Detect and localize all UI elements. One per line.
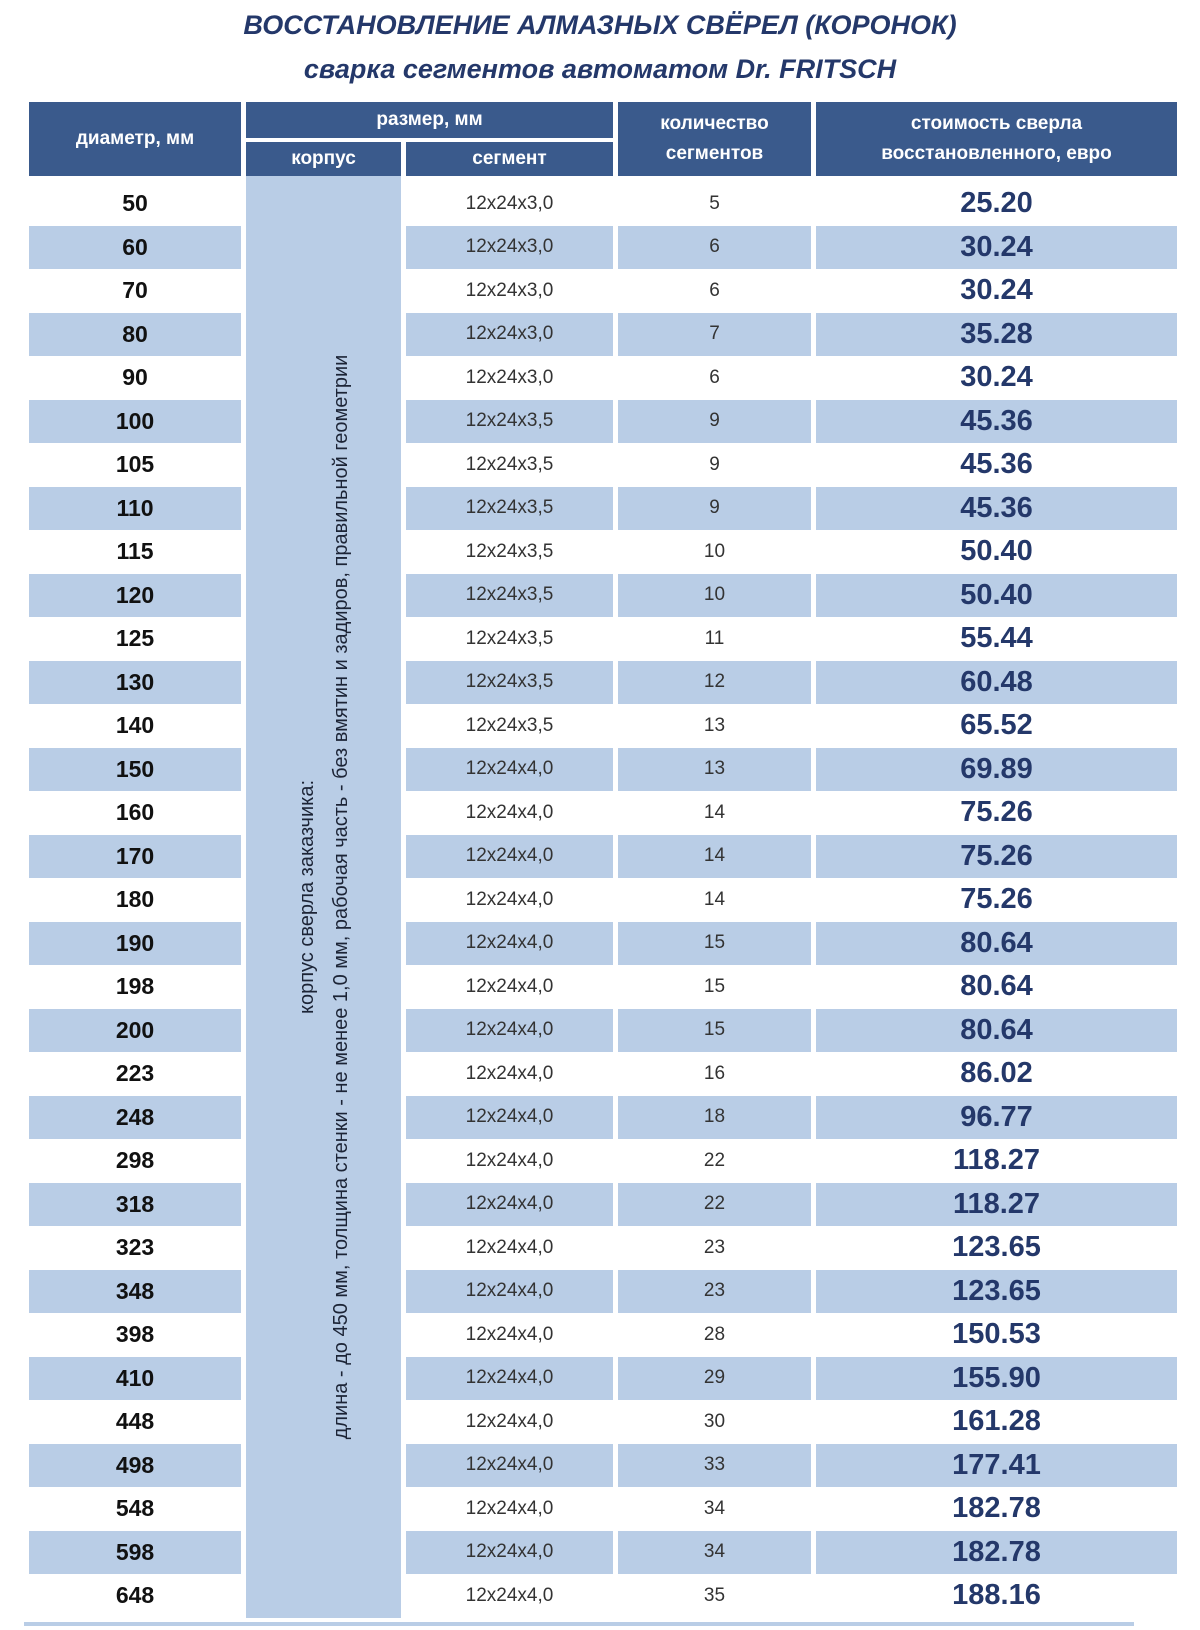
cell-segment: 12x24x4,0 <box>406 1226 613 1270</box>
cell-diameter: 100 <box>29 400 241 444</box>
cell-count: 12 <box>618 661 811 705</box>
cell-diameter: 318 <box>29 1183 241 1227</box>
cell-price: 80.64 <box>816 922 1177 966</box>
cell-segment: 12x24x3,5 <box>406 487 613 531</box>
cell-segment: 12x24x4,0 <box>406 1357 613 1401</box>
cell-count: 13 <box>618 748 811 792</box>
cell-price: 96.77 <box>816 1096 1177 1140</box>
cell-count: 23 <box>618 1270 811 1314</box>
cell-segment: 12x24x3,0 <box>406 226 613 270</box>
header-body: корпус <box>246 142 401 176</box>
cell-price: 188.16 <box>816 1574 1177 1618</box>
cell-count: 6 <box>618 226 811 270</box>
body-note-line-1: корпус сверла заказчика: <box>295 779 318 1014</box>
table-row <box>29 1357 1177 1401</box>
cell-price: 30.24 <box>816 356 1177 400</box>
cell-price: 65.52 <box>816 704 1177 748</box>
table-row <box>29 313 1177 357</box>
cell-diameter: 125 <box>29 617 241 661</box>
cell-segment: 12x24x4,0 <box>406 1052 613 1096</box>
table-row <box>29 176 1177 226</box>
cell-count: 9 <box>618 400 811 444</box>
cell-price: 182.78 <box>816 1531 1177 1575</box>
cell-price: 118.27 <box>816 1183 1177 1227</box>
table-row <box>29 1096 1177 1140</box>
cell-price: 69.89 <box>816 748 1177 792</box>
cell-diameter: 323 <box>29 1226 241 1270</box>
cell-price: 25.20 <box>816 176 1177 226</box>
cell-diameter: 115 <box>29 530 241 574</box>
table-row <box>29 226 1177 270</box>
cell-segment: 12x24x4,0 <box>406 922 613 966</box>
cell-segment: 12x24x4,0 <box>406 835 613 879</box>
cell-price: 75.26 <box>816 835 1177 879</box>
table-row <box>29 1183 1177 1227</box>
cell-count: 35 <box>618 1574 811 1618</box>
cell-count: 16 <box>618 1052 811 1096</box>
cell-price: 155.90 <box>816 1357 1177 1401</box>
cell-segment: 12x24x4,0 <box>406 791 613 835</box>
cell-segment: 12x24x3,0 <box>406 356 613 400</box>
cell-count: 18 <box>618 1096 811 1140</box>
header-size: размер, мм <box>246 102 613 142</box>
cell-count: 6 <box>618 356 811 400</box>
table-row <box>29 922 1177 966</box>
cell-diameter: 150 <box>29 748 241 792</box>
cell-price: 50.40 <box>816 530 1177 574</box>
cell-price: 177.41 <box>816 1444 1177 1488</box>
cell-segment: 12x24x4,0 <box>406 1574 613 1618</box>
cell-count: 14 <box>618 791 811 835</box>
cell-price: 118.27 <box>816 1139 1177 1183</box>
cell-count: 9 <box>618 443 811 487</box>
cell-diameter: 198 <box>29 965 241 1009</box>
cell-segment: 12x24x4,0 <box>406 1270 613 1314</box>
cell-diameter: 180 <box>29 878 241 922</box>
cell-diameter: 60 <box>29 226 241 270</box>
cell-count: 29 <box>618 1357 811 1401</box>
table-row <box>29 1400 1177 1444</box>
cell-segment: 12x24x4,0 <box>406 1400 613 1444</box>
cell-count: 33 <box>618 1444 811 1488</box>
table-row <box>29 1574 1177 1618</box>
cell-count: 22 <box>618 1139 811 1183</box>
cell-diameter: 110 <box>29 487 241 531</box>
cell-price: 30.24 <box>816 269 1177 313</box>
cell-segment: 12x24x4,0 <box>406 1096 613 1140</box>
title-line-1: ВОССТАНОВЛЕНИЕ АЛМАЗНЫХ СВЁРЕЛ (КОРОНОК) <box>243 10 957 40</box>
cell-count: 6 <box>618 269 811 313</box>
table-row <box>29 400 1177 444</box>
cell-diameter: 80 <box>29 313 241 357</box>
cell-diameter: 70 <box>29 269 241 313</box>
cell-segment: 12x24x3,5 <box>406 400 613 444</box>
cell-segment: 12x24x3,0 <box>406 176 613 226</box>
cell-diameter: 120 <box>29 574 241 618</box>
cell-count: 14 <box>618 878 811 922</box>
cell-count: 23 <box>618 1226 811 1270</box>
table-row <box>29 1009 1177 1053</box>
cell-segment: 12x24x3,5 <box>406 443 613 487</box>
body-note-line-2: длина - до 450 мм, толщина стенки - не менее 1,0 мм, рабочая часть - без вмятин и задиров, правильной геометрии <box>329 354 352 1440</box>
price-table <box>24 102 1182 1618</box>
cell-segment: 12x24x3,0 <box>406 269 613 313</box>
cell-segment: 12x24x4,0 <box>406 878 613 922</box>
cell-price: 182.78 <box>816 1487 1177 1531</box>
table-body <box>29 176 1177 1618</box>
cell-diameter: 498 <box>29 1444 241 1488</box>
cell-diameter: 298 <box>29 1139 241 1183</box>
cell-segment: 12x24x4,0 <box>406 1183 613 1227</box>
table-row <box>29 269 1177 313</box>
cell-diameter: 348 <box>29 1270 241 1314</box>
cell-diameter: 90 <box>29 356 241 400</box>
cell-price: 30.24 <box>816 226 1177 270</box>
header-diameter: диаметр, мм <box>29 102 241 176</box>
header-count: количество сегментов <box>618 102 811 176</box>
cell-segment: 12x24x4,0 <box>406 1313 613 1357</box>
cell-count: 15 <box>618 965 811 1009</box>
table-row <box>29 487 1177 531</box>
header-segment: сегмент <box>406 142 613 176</box>
cell-diameter: 448 <box>29 1400 241 1444</box>
table-row <box>29 530 1177 574</box>
cell-segment: 12x24x4,0 <box>406 1487 613 1531</box>
cell-diameter: 170 <box>29 835 241 879</box>
table-row <box>29 1139 1177 1183</box>
cell-segment: 12x24x3,5 <box>406 617 613 661</box>
table-row <box>29 1226 1177 1270</box>
table-row <box>29 1444 1177 1488</box>
table-row <box>29 1313 1177 1357</box>
cell-price: 50.40 <box>816 574 1177 618</box>
table-row <box>29 791 1177 835</box>
body-note <box>290 252 358 1542</box>
cell-diameter: 648 <box>29 1574 241 1618</box>
cell-diameter: 248 <box>29 1096 241 1140</box>
cell-diameter: 190 <box>29 922 241 966</box>
table-row <box>29 1487 1177 1531</box>
cell-diameter: 548 <box>29 1487 241 1531</box>
cell-diameter: 410 <box>29 1357 241 1401</box>
cell-segment: 12x24x4,0 <box>406 1444 613 1488</box>
table-row <box>29 835 1177 879</box>
cell-diameter: 105 <box>29 443 241 487</box>
cell-price: 45.36 <box>816 443 1177 487</box>
cell-count: 13 <box>618 704 811 748</box>
table-row <box>29 1531 1177 1575</box>
table-row <box>29 748 1177 792</box>
cell-segment: 12x24x3,5 <box>406 574 613 618</box>
cell-segment: 12x24x4,0 <box>406 965 613 1009</box>
cell-segment: 12x24x3,5 <box>406 704 613 748</box>
cell-diameter: 140 <box>29 704 241 748</box>
table-row <box>29 661 1177 705</box>
cell-price: 55.44 <box>816 617 1177 661</box>
cell-count: 15 <box>618 922 811 966</box>
cell-count: 9 <box>618 487 811 531</box>
cell-price: 123.65 <box>816 1270 1177 1314</box>
cell-price: 80.64 <box>816 1009 1177 1053</box>
cell-segment: 12x24x3,0 <box>406 313 613 357</box>
cell-count: 11 <box>618 617 811 661</box>
table-row <box>29 443 1177 487</box>
cell-count: 15 <box>618 1009 811 1053</box>
cell-diameter: 223 <box>29 1052 241 1096</box>
cell-segment: 12x24x4,0 <box>406 1139 613 1183</box>
table-row <box>29 704 1177 748</box>
cell-price: 35.28 <box>816 313 1177 357</box>
cell-price: 150.53 <box>816 1313 1177 1357</box>
cell-price: 80.64 <box>816 965 1177 1009</box>
cell-price: 60.48 <box>816 661 1177 705</box>
table-row <box>29 965 1177 1009</box>
bottom-divider <box>24 1622 1134 1626</box>
cell-count: 5 <box>618 176 811 226</box>
cell-diameter: 398 <box>29 1313 241 1357</box>
cell-segment: 12x24x3,5 <box>406 661 613 705</box>
cell-count: 22 <box>618 1183 811 1227</box>
cell-count: 28 <box>618 1313 811 1357</box>
table-row <box>29 617 1177 661</box>
cell-price: 123.65 <box>816 1226 1177 1270</box>
table-row <box>29 574 1177 618</box>
cell-price: 75.26 <box>816 878 1177 922</box>
cell-diameter: 598 <box>29 1531 241 1575</box>
table-row <box>29 1052 1177 1096</box>
header-price: стоимость сверла восстановленного, евро <box>816 102 1177 176</box>
cell-count: 10 <box>618 574 811 618</box>
table-row <box>29 878 1177 922</box>
table-row <box>29 356 1177 400</box>
cell-count: 10 <box>618 530 811 574</box>
cell-segment: 12x24x4,0 <box>406 748 613 792</box>
cell-diameter: 50 <box>29 176 241 226</box>
cell-price: 86.02 <box>816 1052 1177 1096</box>
cell-count: 34 <box>618 1531 811 1575</box>
cell-segment: 12x24x3,5 <box>406 530 613 574</box>
cell-count: 34 <box>618 1487 811 1531</box>
cell-price: 75.26 <box>816 791 1177 835</box>
table-row <box>29 1270 1177 1314</box>
cell-count: 30 <box>618 1400 811 1444</box>
cell-price: 45.36 <box>816 400 1177 444</box>
cell-segment: 12x24x4,0 <box>406 1009 613 1053</box>
cell-count: 14 <box>618 835 811 879</box>
cell-body-note <box>246 176 401 1618</box>
cell-price: 45.36 <box>816 487 1177 531</box>
title-line-2: сварка сегментов автоматом Dr. FRITSCH <box>303 54 897 84</box>
cell-count: 7 <box>618 313 811 357</box>
cell-diameter: 160 <box>29 791 241 835</box>
cell-diameter: 200 <box>29 1009 241 1053</box>
cell-segment: 12x24x4,0 <box>406 1531 613 1575</box>
cell-diameter: 130 <box>29 661 241 705</box>
cell-price: 161.28 <box>816 1400 1177 1444</box>
